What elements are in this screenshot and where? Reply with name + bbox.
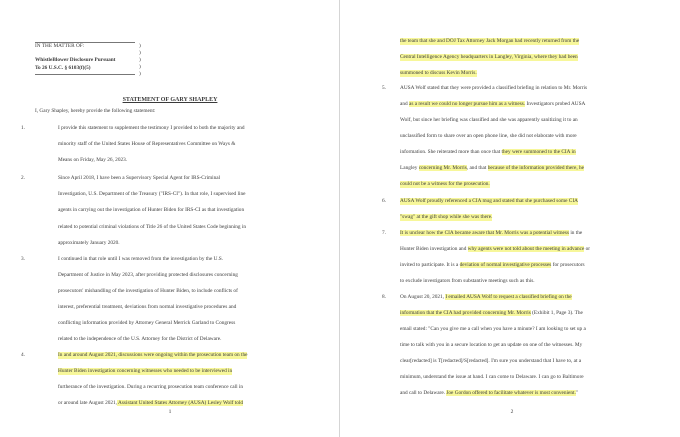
para-8-line bbox=[400, 294, 572, 301]
para-2-number: 2. bbox=[21, 175, 25, 181]
continued-line-highlighted: summoned to discuss Kevin Morris. bbox=[400, 70, 477, 76]
para-7-text: Hunter Biden investigation and bbox=[400, 246, 468, 252]
para-3-line: prosecutors' mishandling of the investigation of Hunter Biden, to include conflicts of bbox=[58, 288, 238, 294]
para-5-text: information. She reiterated more than once that bbox=[400, 149, 502, 155]
para-5-line bbox=[400, 149, 576, 156]
para-5-number: 5. bbox=[382, 85, 386, 91]
para-2-line: approximately January 2020. bbox=[58, 240, 120, 246]
para-1-line: I provide this statement to supplement the testimony I provided to both the majority and bbox=[58, 125, 245, 131]
para-7-text: for prosecutors bbox=[551, 262, 585, 268]
para-7-line: to exclude investigators from substantive meetings such as this. bbox=[400, 278, 535, 284]
para-5-highlight: they were summoned to the CIA in bbox=[501, 149, 576, 155]
para-7-highlight: why agents were not told about the meeting in advance bbox=[467, 246, 585, 252]
para-5-line bbox=[400, 165, 584, 172]
para-8-highlight: Joe Gordon offered to facilitate whatever is most convenient. bbox=[446, 390, 576, 396]
para-4-line-highlighted: In and around August 2021, discussions were ongoing within the prosecution team on the bbox=[58, 352, 248, 358]
para-7-text: invited to participate. It is a bbox=[400, 262, 460, 268]
para-7-highlight: It is unclear how the CIA became aware that Mr. Morris was a potential witness bbox=[400, 230, 570, 236]
para-4-number: 4. bbox=[21, 352, 25, 358]
para-8-text: (Exhibit 1, Page 3). The bbox=[530, 310, 583, 316]
para-7-text: or bbox=[584, 246, 591, 252]
para-8-line: email stated: "Can you give me a call when you have a minute? I am looking to set up a bbox=[400, 326, 586, 332]
caption-whistleblower: WhistleBlower Disclosure Pursuant bbox=[35, 57, 116, 63]
para-7-line bbox=[400, 230, 582, 237]
para-8-line bbox=[400, 310, 583, 317]
para-1-line: minority staff of the United States House of Representatives Committee on Ways & bbox=[58, 141, 236, 147]
para-8-highlight: information that the CIA had provided concerning Mr. Morris bbox=[400, 310, 531, 316]
para-5-text: Langley bbox=[400, 165, 419, 171]
caption-matter: IN THE MATTER OF: bbox=[35, 43, 85, 49]
page-number-2: 2 bbox=[510, 409, 514, 415]
caption-statute: To 26 U.S.C. § 6103(f)(5) bbox=[35, 65, 91, 71]
para-8-line: clear[redacted] is T[redacted]/S[redacted]. I'm sure you understand that I have to, at a bbox=[400, 358, 582, 364]
para-6-line-highlighted: "swag" at the gift shop while she was there. bbox=[400, 214, 493, 220]
para-4-line-text: or around late August 2021, bbox=[58, 400, 117, 406]
para-8-line bbox=[400, 390, 578, 397]
caption-parens: ) ) ) ) ) bbox=[139, 43, 141, 77]
para-2-line: Investigation, U.S. Department of the Treasury ("IRS-CI"). In that role, I supervised line bbox=[58, 191, 246, 197]
para-4-line-highlighted: Hunter Biden investigation concerning witnesses who needed to be interviewed in bbox=[58, 368, 233, 374]
para-2-line: agents in carrying out the investigation of Hunter Biden for IRS-CI as that investigation bbox=[58, 207, 245, 213]
para-7-line bbox=[400, 246, 590, 253]
para-5-line bbox=[400, 101, 585, 108]
para-5-line: AUSA Wolf stated that they were provided a classified briefing in relation to Mr. Morris bbox=[400, 85, 588, 91]
para-5-line: unclassified form to share over an open phone line, she did not elaborate with more bbox=[400, 133, 577, 139]
para-2-line: related to potential criminal violations of Title 26 of the United States Code beginning in bbox=[58, 224, 247, 230]
page-number-1: 1 bbox=[168, 409, 172, 415]
para-4-line: furtherance of the investigation. During a recurring prosecution team conference call in bbox=[58, 384, 244, 390]
para-1-number: 1. bbox=[21, 125, 25, 131]
para-3-line: conflicting information provided by Attorney General Merrick Garland to Congress bbox=[58, 320, 236, 326]
para-3-number: 3. bbox=[21, 256, 25, 262]
para-8-text: On August 20, 2021, bbox=[400, 294, 446, 300]
para-7-line bbox=[400, 262, 585, 269]
para-5-line-highlighted: could not be a witness for the prosecution. bbox=[400, 181, 490, 187]
para-8-number: 8. bbox=[382, 294, 386, 300]
para-2-line: Since April 2018, I have been a Supervisory Special Agent for IRS-Criminal bbox=[58, 175, 221, 181]
para-5-highlight: concerning Mr. Morris bbox=[418, 165, 467, 171]
para-7-highlight: deviation of normal investigative processes bbox=[459, 262, 552, 268]
para-8-line: minimum, understand the issue at hand. I can come to Delaware. I can go to Baltimore bbox=[400, 374, 584, 380]
para-5-text: Investigators probed AUSA bbox=[525, 101, 586, 107]
para-3-line: interest, preferential treatment, deviations from normal investigative procedures and bbox=[58, 304, 237, 310]
para-5-highlight: as a result we could no longer pursue him as a witness. bbox=[408, 101, 526, 107]
para-5-line: Wolf, but since her briefing was classified and she was apparently sanitizing it to an bbox=[400, 117, 578, 123]
para-1-line: Means on Friday, May 26, 2023. bbox=[58, 157, 128, 163]
para-7-text: in the bbox=[569, 230, 583, 236]
para-3-line: I continued in that role until I was removed from the investigation by the U.S. bbox=[58, 256, 224, 262]
para-3-line: related to the independence of the U.S. Attorney for the District of Delaware. bbox=[58, 336, 222, 342]
para-6-number: 6. bbox=[382, 198, 386, 204]
para-8-text: and call to Delaware. bbox=[400, 390, 447, 396]
continued-line-highlighted: Central Intelligence Agency headquarters in Langley, Virginia, where they had been bbox=[400, 54, 578, 60]
page-2 bbox=[340, 0, 680, 437]
para-5-text: , and that bbox=[466, 165, 488, 171]
para-4-line bbox=[58, 400, 243, 407]
para-4-highlight: Assistant United States Attorney (AUSA) Lesley Wolf told bbox=[117, 400, 244, 406]
para-6-line-highlighted: AUSA Wolf proudly referenced a CIA mug and stated that she purchased some CIA bbox=[400, 198, 578, 204]
continued-line-highlighted: the team that she and DOJ Tax Attorney Jack Morgan had recently returned from the bbox=[400, 38, 580, 44]
para-7-number: 7. bbox=[382, 230, 386, 236]
para-8-text: " bbox=[575, 390, 578, 396]
para-5-text: and bbox=[400, 101, 409, 107]
para-5-highlight: because of the information provided there, he bbox=[487, 165, 585, 171]
statement-title: STATEMENT OF GARY SHAPLEY bbox=[122, 97, 218, 103]
para-3-line: Department of Justice in May 2023, after providing protected disclosures concerning bbox=[58, 272, 238, 278]
intro-line: I, Gary Shapley, hereby provide the following statement: bbox=[35, 108, 156, 114]
caption-bottom-rule bbox=[35, 74, 135, 75]
para-8-line: time to talk with you in a secure location to get an update on one of the witnesses. My bbox=[400, 342, 583, 348]
para-8-highlight: I emailed AUSA Wolf to request a classified briefing on the bbox=[445, 294, 572, 300]
